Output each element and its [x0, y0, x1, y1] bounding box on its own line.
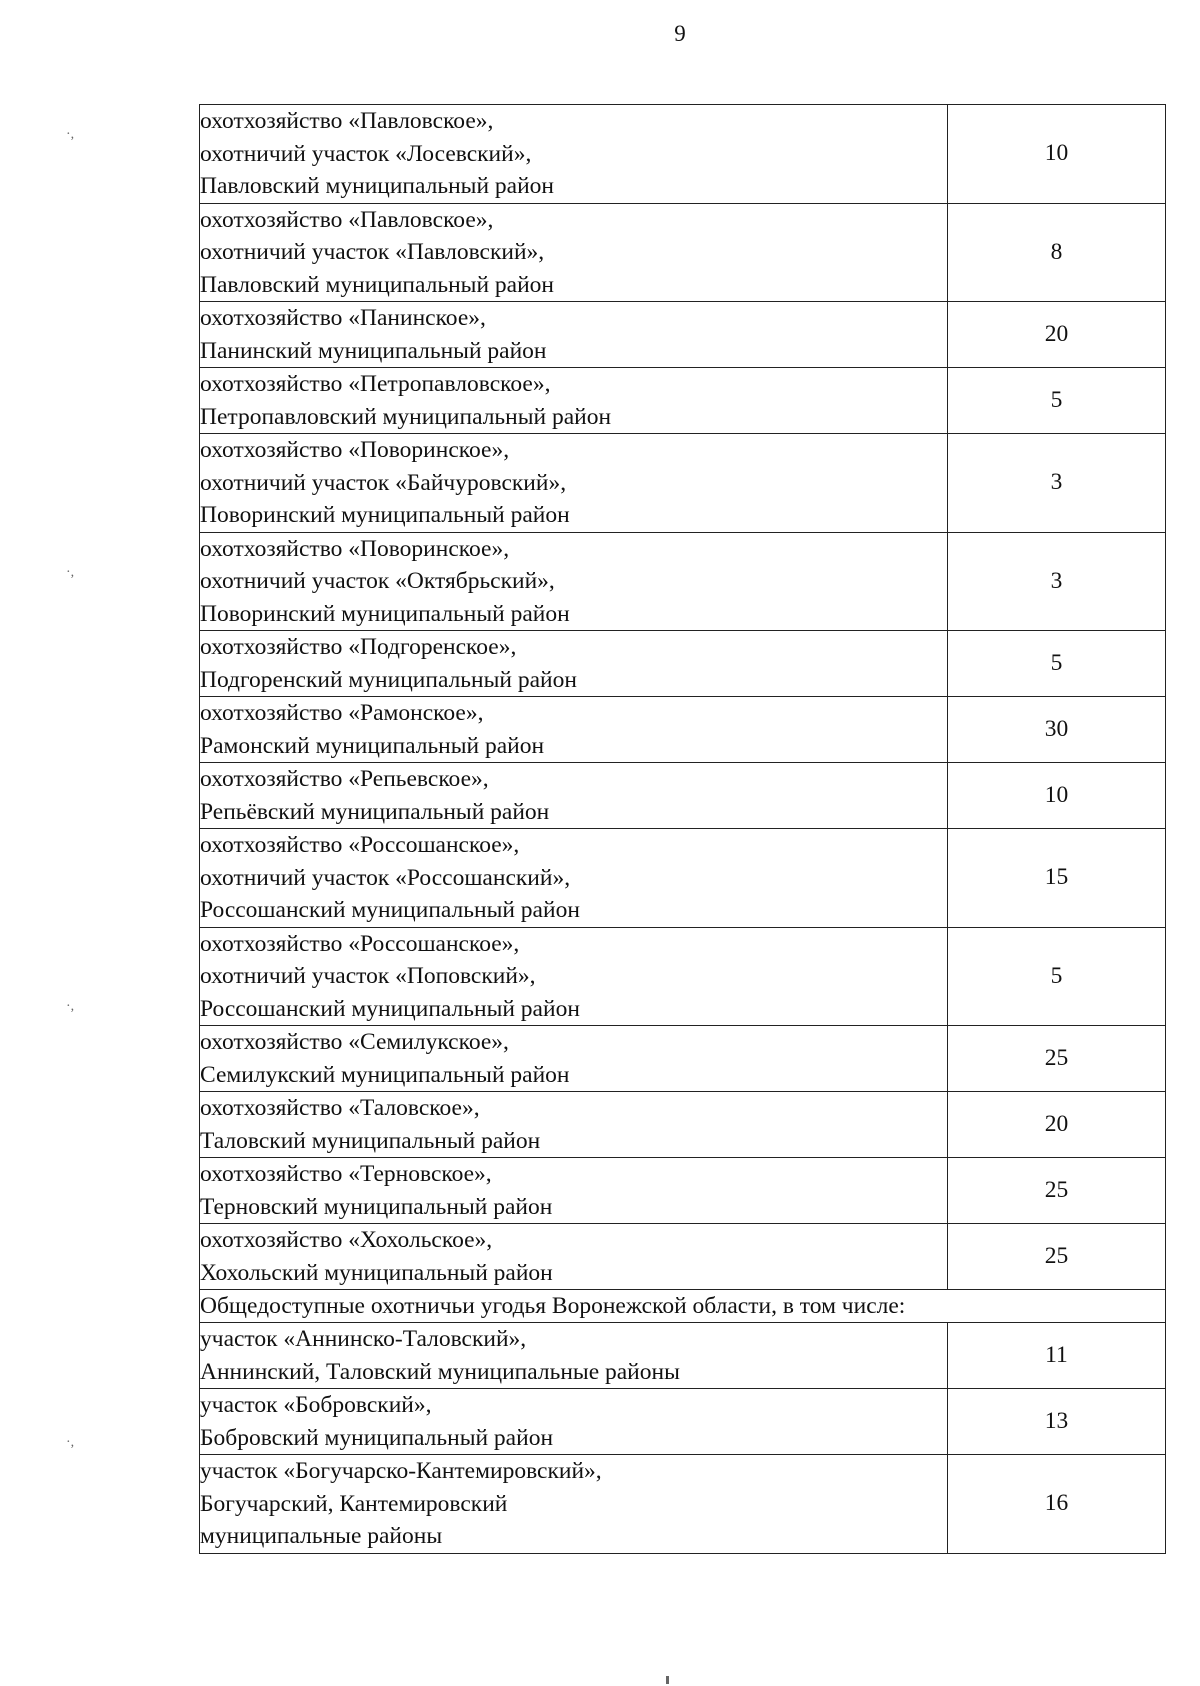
- table-row: [200, 1455, 1166, 1554]
- hunting-ground-name-line: Россошанский муниципальный район: [200, 897, 580, 923]
- hunting-ground-name-line: Бобровский муниципальный район: [200, 1424, 554, 1451]
- quota-value: 15: [948, 829, 1166, 928]
- quota-value: 20: [948, 1092, 1166, 1158]
- hunting-ground-name-line: Хохольский муниципальный район: [200, 1259, 553, 1286]
- quota-value: 5: [948, 368, 1166, 434]
- quota-value: 20: [948, 302, 1166, 368]
- hunting-ground-name-line: охотхозяйство «Семилукское»,: [200, 1029, 509, 1055]
- hunting-ground-name-line: охотхозяйство «Петропавловское»,: [200, 371, 551, 397]
- scan-mark: ·,: [66, 565, 75, 580]
- quota-value: 5: [948, 631, 1166, 697]
- section-header: Общедоступные охотничьи угодья Воронежской области, в том числе:: [200, 1290, 1166, 1323]
- quota-value: 3: [948, 434, 1166, 533]
- table-row: [200, 927, 1166, 1026]
- hunting-ground-name: [200, 631, 948, 697]
- table-row: [200, 105, 1166, 204]
- hunting-ground-name-line: Богучарский, Кантемировский: [200, 1490, 508, 1517]
- hunting-ground-name: [200, 1455, 948, 1554]
- hunting-ground-name-line: Терновский муниципальный район: [200, 1193, 553, 1220]
- hunting-ground-name: [200, 434, 948, 533]
- hunting-ground-name: [200, 829, 948, 928]
- table-row: [200, 631, 1166, 697]
- quota-value: 8: [948, 203, 1166, 302]
- quota-value: 10: [948, 105, 1166, 204]
- hunting-ground-name-line: Репьёвский муниципальный район: [200, 798, 550, 825]
- hunting-ground-name-line: Таловский муниципальный район: [200, 1127, 541, 1154]
- table-row: [200, 1389, 1166, 1455]
- hunting-ground-name-line: Россошанский муниципальный район: [200, 995, 580, 1022]
- table-row: [200, 697, 1166, 763]
- hunting-ground-name-line: Поворинский муниципальный район: [200, 502, 570, 528]
- quota-value: 25: [948, 1158, 1166, 1224]
- hunting-ground-name: [200, 763, 948, 829]
- table-row: [200, 1092, 1166, 1158]
- hunting-ground-name-line: охотхозяйство «Россошанское»,: [200, 930, 520, 957]
- hunting-ground-name-line: охотхозяйство «Поворинское»,: [200, 535, 510, 562]
- table-row: [200, 829, 1166, 928]
- hunting-ground-name-line: Аннинский, Таловский муниципальные районы: [200, 1358, 680, 1385]
- hunting-ground-name: [200, 105, 948, 204]
- hunting-ground-name: [200, 1389, 948, 1455]
- hunting-ground-name-line: охотничий участок «Лосевский»,: [200, 140, 532, 167]
- hunting-ground-name-line: охотничий участок «Октябрьский»,: [200, 568, 555, 594]
- hunting-ground-name-line: охотхозяйство «Павловское»,: [200, 206, 494, 233]
- quota-value: 25: [948, 1026, 1166, 1092]
- section-header-row: [200, 1290, 1166, 1323]
- hunting-ground-name-line: охотхозяйство «Таловское»,: [200, 1095, 480, 1121]
- scan-mark: [666, 1676, 669, 1684]
- table-row: [200, 1224, 1166, 1290]
- scan-mark: ·,: [66, 999, 75, 1014]
- hunting-ground-name-line: охотхозяйство «Россошанское»,: [200, 832, 520, 858]
- hunting-ground-name-line: участок «Аннинско-Таловский»,: [200, 1326, 527, 1352]
- scan-mark: ·,: [66, 127, 75, 142]
- hunting-ground-name: [200, 1224, 948, 1290]
- hunting-ground-name-line: Панинский муниципальный район: [200, 337, 547, 364]
- quota-value: 25: [948, 1224, 1166, 1290]
- quota-value: 11: [948, 1323, 1166, 1389]
- hunting-ground-name: [200, 1158, 948, 1224]
- hunting-ground-name-line: Павловский муниципальный район: [200, 173, 554, 199]
- hunting-ground-name-line: Павловский муниципальный район: [200, 271, 554, 298]
- hunting-ground-name: [200, 532, 948, 631]
- table-row: [200, 434, 1166, 533]
- hunting-grounds-table: [199, 104, 1166, 1554]
- quota-value: 10: [948, 763, 1166, 829]
- hunting-ground-name-line: охотхозяйство «Терновское»,: [200, 1161, 492, 1187]
- hunting-ground-name-line: участок «Богучарско-Кантемировский»,: [200, 1458, 602, 1484]
- table-row: [200, 1323, 1166, 1389]
- hunting-ground-name: [200, 697, 948, 763]
- quota-value: 16: [948, 1455, 1166, 1554]
- table-row: [200, 302, 1166, 368]
- quota-value: 30: [948, 697, 1166, 763]
- scan-mark: ·,: [66, 1435, 75, 1450]
- hunting-ground-name-line: Рамонский муниципальный район: [200, 732, 545, 759]
- hunting-ground-name-line: охотхозяйство «Хохольское»,: [200, 1227, 493, 1253]
- quota-value: 5: [948, 927, 1166, 1026]
- hunting-ground-name: [200, 927, 948, 1026]
- page-number: 9: [674, 21, 686, 46]
- table-row: [200, 1158, 1166, 1224]
- hunting-ground-name-line: Семилукский муниципальный район: [200, 1061, 570, 1088]
- hunting-ground-name-line: Подгоренский муниципальный район: [200, 666, 577, 693]
- quota-value: 3: [948, 532, 1166, 631]
- hunting-ground-name: [200, 368, 948, 434]
- hunting-ground-name-line: муниципальные районы: [200, 1523, 443, 1549]
- hunting-ground-name-line: охотхозяйство «Панинское»,: [200, 305, 486, 331]
- hunting-ground-name: [200, 1092, 948, 1158]
- hunting-ground-name-line: участок «Бобровский»,: [200, 1392, 432, 1418]
- hunting-ground-name-line: охотхозяйство «Поворинское»,: [200, 437, 510, 463]
- quota-value: 13: [948, 1389, 1166, 1455]
- hunting-ground-name: [200, 302, 948, 368]
- hunting-ground-name-line: Петропавловский муниципальный район: [200, 403, 612, 430]
- hunting-ground-name-line: охотхозяйство «Репьевское»,: [200, 766, 489, 792]
- table-row: [200, 1026, 1166, 1092]
- table-row: [200, 203, 1166, 302]
- hunting-ground-name-line: охотничий участок «Павловский»,: [200, 239, 545, 265]
- hunting-ground-name-line: охотничий участок «Байчуровский»,: [200, 469, 567, 496]
- hunting-ground-name-line: охотхозяйство «Рамонское»,: [200, 700, 484, 726]
- hunting-ground-name: [200, 203, 948, 302]
- hunting-ground-name: [200, 1026, 948, 1092]
- hunting-ground-name-line: Поворинский муниципальный район: [200, 600, 570, 627]
- table-row: [200, 763, 1166, 829]
- hunting-ground-name-line: охотхозяйство «Павловское»,: [200, 108, 494, 134]
- table-row: [200, 532, 1166, 631]
- hunting-ground-name-line: охотничий участок «Поповский»,: [200, 963, 536, 989]
- hunting-ground-name: [200, 1323, 948, 1389]
- table-row: [200, 368, 1166, 434]
- hunting-ground-name-line: охотничий участок «Россошанский»,: [200, 864, 571, 891]
- hunting-ground-name-line: охотхозяйство «Подгоренское»,: [200, 634, 517, 660]
